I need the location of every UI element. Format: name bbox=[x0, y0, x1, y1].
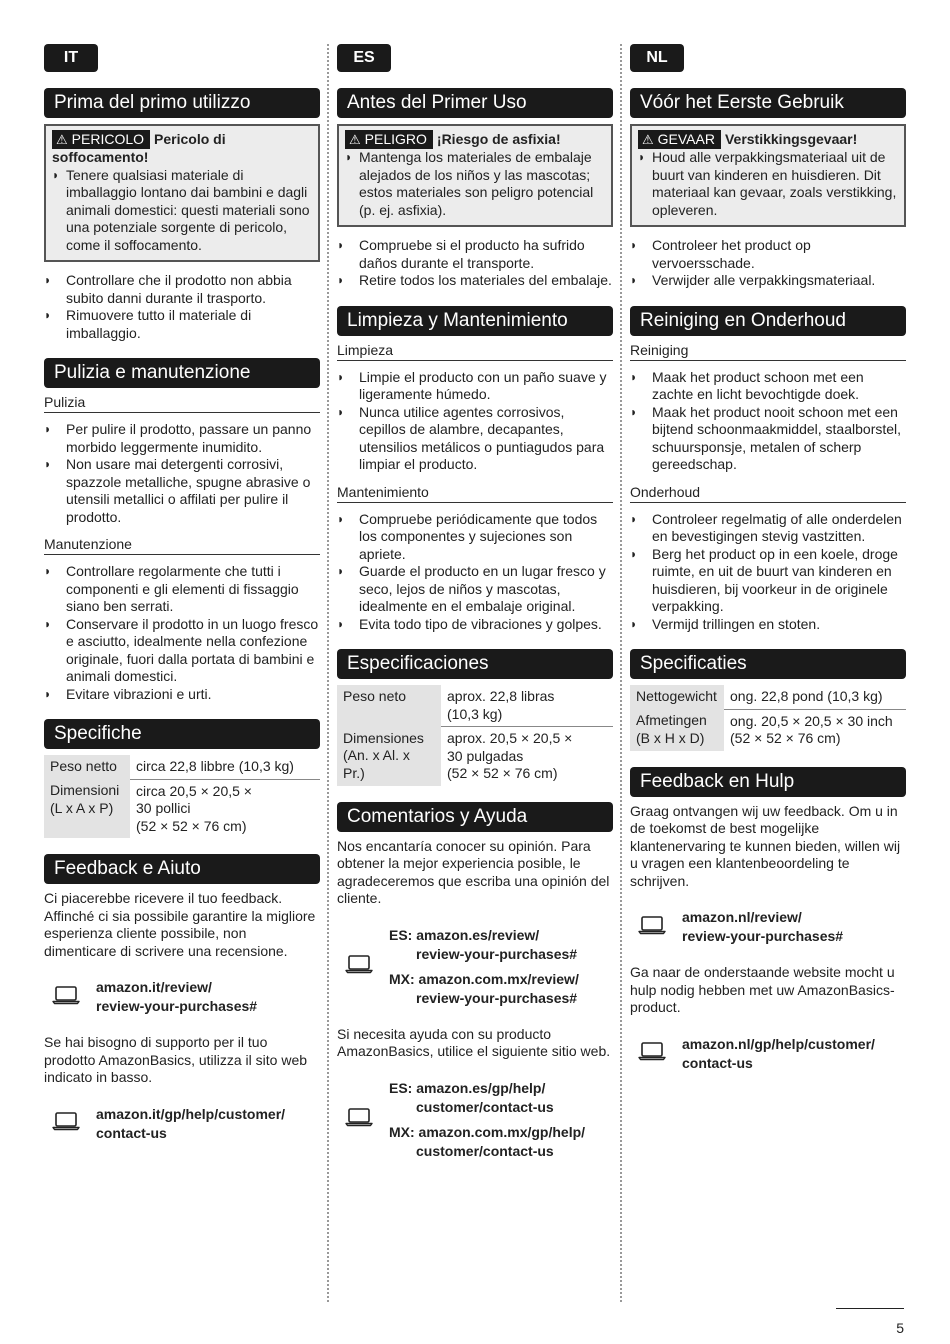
first-use-item-list bbox=[630, 237, 906, 290]
maintenance-item-list bbox=[44, 563, 320, 703]
review-link-line: amazon.it/review/ bbox=[96, 979, 212, 995]
maintenance-item-list bbox=[337, 511, 613, 634]
warning-icon: ⚠ bbox=[349, 132, 361, 147]
spec-key: Peso neto bbox=[337, 685, 441, 727]
review-link-line: review-your-purchases# bbox=[416, 989, 578, 1006]
first-use-item: ◗ Rimuovere tutto il materiale di imballaggio. bbox=[44, 307, 320, 342]
warning-badge-label: PERICOLO bbox=[71, 131, 145, 147]
spec-key: Dimensioni (L x A x P) bbox=[44, 779, 130, 838]
column-es bbox=[337, 44, 613, 1179]
spec-row bbox=[630, 685, 906, 709]
warning-title bbox=[638, 130, 898, 149]
laptop-icon bbox=[52, 985, 82, 1010]
first-use-item-list bbox=[337, 237, 613, 290]
cleaning-item: ◗ Non usare mai detergenti corrosivi, spazzole metalliche, spugne abrasive o utensili metallici o affilati per pulire il prodotto. bbox=[44, 456, 320, 526]
help-link-line: contact-us bbox=[96, 1124, 167, 1141]
review-link-line: MX: amazon.com.mx/review/ bbox=[389, 970, 579, 987]
section-heading-feedback: Feedback en Hulp bbox=[630, 767, 906, 797]
spec-value: aprox. 20,5 × 20,5 × 30 pulgadas (52 × 52 × 76 cm) bbox=[441, 727, 613, 786]
warning-box bbox=[337, 124, 613, 227]
maintenance-item: ◗ Evita todo tipo de vibraciones y golpes. bbox=[337, 616, 613, 634]
subheading-cleaning: Pulizia bbox=[44, 394, 320, 413]
section-heading-first-use: Vóór het Eerste Gebruik bbox=[630, 88, 906, 118]
help-text: Se hai bisogno di supporto per il tuo prodotto AmazonBasics, utilizza il sito web indicato in basso. bbox=[44, 1034, 308, 1085]
spec-value: circa 20,5 × 20,5 × 30 pollici (52 × 52 × 76 cm) bbox=[130, 779, 320, 838]
maintenance-item: ◗ Berg het product op in een koele, droge ruimte, en uit de buurt van kinderen en huisdieren, bij voorkeur in de originele verpakking. bbox=[630, 546, 906, 616]
review-link-line: review-your-purchases# bbox=[96, 998, 258, 1014]
footer-rule bbox=[836, 1308, 904, 1309]
review-link-line: amazon.nl/review/ bbox=[682, 909, 802, 925]
help-text: Ga naar de onderstaande website mocht u hulp nodig hebben met uw AmazonBasics-product. bbox=[630, 964, 895, 1015]
first-use-item: ◗ Controllare che il prodotto non abbia subito danni durante il trasporto. bbox=[44, 272, 320, 307]
section-heading-feedback: Feedback e Aiuto bbox=[44, 854, 320, 884]
warning-title bbox=[52, 130, 312, 167]
review-link-line: review-your-purchases# bbox=[416, 945, 578, 962]
warning-item-list bbox=[638, 149, 898, 219]
warning-icon: ⚠ bbox=[56, 132, 68, 147]
subheading-maintenance: Manutenzione bbox=[44, 536, 320, 555]
warning-item-list bbox=[345, 149, 605, 219]
section-heading-specs: Especificaciones bbox=[337, 649, 613, 679]
cleaning-item-list bbox=[337, 369, 613, 474]
maintenance-item: ◗ Compruebe periódicamente que todos los componentes y sujeciones son apriete. bbox=[337, 511, 613, 564]
warning-box bbox=[44, 124, 320, 262]
laptop-icon bbox=[638, 1041, 668, 1066]
warning-badge-label: GEVAAR bbox=[657, 131, 715, 147]
review-link[interactable] bbox=[638, 908, 906, 946]
help-link-line: amazon.it/gp/help/customer/ bbox=[96, 1105, 286, 1122]
first-use-item: ◗ Controleer het product op vervoersschade. bbox=[630, 237, 906, 272]
first-use-item: ◗ Compruebe si el producto ha sufrido daños durante el transporte. bbox=[337, 237, 613, 272]
feedback-intro: Nos encantaría conocer su opinión. Para obtener la mejor experiencia posible, le agradeceremos que escriba una opinión del cliente. bbox=[337, 837, 610, 906]
first-use-item: ◗ Verwijder alle verpakkingsmateriaal. bbox=[630, 272, 906, 290]
review-link[interactable] bbox=[52, 978, 320, 1016]
section-heading-feedback: Comentarios y Ayuda bbox=[337, 802, 613, 832]
spec-value: circa 22,8 libbre (10,3 kg) bbox=[136, 758, 294, 774]
section-heading-care: Reiniging en Onderhoud bbox=[630, 306, 906, 336]
section-heading-first-use: Prima del primo utilizzo bbox=[44, 88, 320, 118]
cleaning-item: ◗ Maak het product schoon met een zachte en licht bevochtigde doek. bbox=[630, 369, 906, 404]
subheading-maintenance: Onderhoud bbox=[630, 484, 906, 503]
maintenance-item: ◗ Controleer regelmatig of alle onderdelen en bevestigingen stevig vastzitten. bbox=[630, 511, 906, 546]
warning-item-list bbox=[52, 167, 312, 255]
spec-value: ong. 20,5 × 20,5 × 30 inch (52 × 52 × 76 cm) bbox=[724, 709, 906, 751]
cleaning-item: ◗ Nunca utilice agentes corrosivos, cepillos de alambre, decapantes, utensilios metálicos o puntiagudos para limpiar el producto. bbox=[337, 404, 613, 474]
spec-table bbox=[44, 755, 320, 838]
laptop-icon bbox=[345, 954, 375, 979]
section-heading-first-use: Antes del Primer Uso bbox=[337, 88, 613, 118]
spec-row bbox=[337, 685, 613, 727]
spec-key: Dimensiones (An. x Al. x Pr.) bbox=[337, 727, 441, 786]
help-link-line: customer/contact-us bbox=[416, 1142, 554, 1159]
section-heading-care: Limpieza y Mantenimiento bbox=[337, 306, 613, 336]
section-heading-care: Pulizia e manutenzione bbox=[44, 358, 320, 388]
spec-row bbox=[337, 727, 613, 786]
cleaning-item: ◗ Per pulire il prodotto, passare un panno morbido leggermente inumidito. bbox=[44, 421, 320, 456]
maintenance-item: ◗ Vermijd trillingen en stoten. bbox=[630, 616, 906, 634]
subheading-maintenance: Mantenimiento bbox=[337, 484, 613, 503]
help-link-line: amazon.nl/gp/help/customer/ bbox=[682, 1035, 875, 1052]
help-link[interactable] bbox=[638, 1035, 906, 1073]
first-use-item-list bbox=[44, 272, 320, 342]
language-tab: ES bbox=[337, 44, 391, 72]
cleaning-item-list bbox=[630, 369, 906, 474]
first-use-item: ◗ Retire todos los materiales del embalaje. bbox=[337, 272, 613, 290]
spec-value: ong. 22,8 pond (10,3 kg) bbox=[730, 688, 883, 704]
spec-table bbox=[630, 685, 906, 751]
help-link-line: MX: amazon.com.mx/gp/help/ bbox=[389, 1123, 586, 1140]
warning-badge bbox=[638, 130, 721, 149]
laptop-icon bbox=[638, 915, 668, 940]
section-heading-specs: Specifiche bbox=[44, 719, 320, 749]
maintenance-item: ◗ Evitare vibrazioni e urti. bbox=[44, 686, 320, 704]
page-number: 5 bbox=[896, 1320, 904, 1336]
maintenance-item: ◗ Conservare il prodotto in un luogo fresco e asciutto, idealmente nella confezione originale, fuori dalla portata di bambini e animali domestici. bbox=[44, 616, 320, 686]
maintenance-item-list bbox=[630, 511, 906, 634]
column-nl bbox=[630, 44, 906, 1091]
cleaning-item: ◗ Maak het product nooit schoon met een bijtend schoonmaakmiddel, staalborstel, schuursponsje, metalen of scherp gereedschap. bbox=[630, 404, 906, 474]
warning-icon: ⚠ bbox=[642, 132, 654, 147]
language-tab: NL bbox=[630, 44, 684, 72]
column-it bbox=[44, 44, 320, 1161]
help-link[interactable] bbox=[52, 1105, 320, 1143]
warning-box bbox=[630, 124, 906, 227]
section-heading-specs: Specificaties bbox=[630, 649, 906, 679]
help-link-line: customer/contact-us bbox=[416, 1098, 554, 1115]
spec-table bbox=[337, 685, 613, 786]
subheading-cleaning: Reiniging bbox=[630, 342, 906, 361]
help-link-line: contact-us bbox=[682, 1054, 753, 1071]
feedback-intro: Graag ontvangen wij uw feedback. Om u in de toekomst de best mogelijke klantenervaring te kunnen bieden, willen wij u vragen een klantenbeoordeling te schrijven. bbox=[630, 802, 901, 889]
cleaning-item-list bbox=[44, 421, 320, 526]
spec-key: Afmetingen (B x H x D) bbox=[630, 709, 724, 751]
subheading-cleaning: Limpieza bbox=[337, 342, 613, 361]
warning-item: ◗ Houd alle verpakkingsmateriaal uit de buurt van kinderen en huisdieren. Dit materiaal kan gevaar, zoals verstikking, opleveren. bbox=[638, 149, 898, 219]
maintenance-item: ◗ Guarde el producto en un lugar fresco y seco, lejos de niños y mascotas, idealmente en el embalaje original. bbox=[337, 563, 613, 616]
warning-title-text: Verstikkingsgevaar! bbox=[724, 131, 858, 147]
spec-row bbox=[630, 709, 906, 751]
spec-row bbox=[44, 755, 320, 779]
feedback-intro: Ci piacerebbe ricevere il tuo feedback. Affinché ci sia possibile garantire la migliore esperienza cliente possibile, non dimenticare di scrivere una recensione. bbox=[44, 890, 316, 959]
help-link[interactable] bbox=[345, 1079, 613, 1161]
review-link-line: ES: amazon.es/review/ bbox=[389, 926, 540, 943]
warning-title bbox=[345, 130, 605, 149]
spec-value: aprox. 22,8 libras (10,3 kg) bbox=[447, 688, 555, 722]
review-link-line: review-your-purchases# bbox=[682, 928, 844, 944]
warning-title-text: ¡Riesgo de asfixia! bbox=[436, 131, 561, 147]
warning-item: ◗ Tenere qualsiasi materiale di imballaggio lontano dai bambini e dagli animali domestici: questi materiali sono una potenziale sorgente di pericolo, come il soffocamento. bbox=[52, 167, 312, 255]
language-tab: IT bbox=[44, 44, 98, 72]
laptop-icon bbox=[345, 1107, 375, 1132]
spec-row bbox=[44, 779, 320, 838]
spec-key: Peso netto bbox=[44, 755, 130, 779]
warning-badge bbox=[345, 130, 433, 149]
warning-badge-label: PELIGRO bbox=[364, 131, 427, 147]
warning-item: ◗ Mantenga los materiales de embalaje alejados de los niños y las mascotas; estos materiales son peligro potencial (p. ej. asfixia). bbox=[345, 149, 605, 219]
review-link[interactable] bbox=[345, 926, 613, 1008]
help-link-line: ES: amazon.es/gp/help/ bbox=[389, 1079, 546, 1096]
help-text: Si necesita ayuda con su producto AmazonBasics, utilice el siguiente sitio web. bbox=[337, 1025, 611, 1059]
warning-badge bbox=[52, 130, 150, 149]
warning-title-text: Pericolo di soffocamento! bbox=[52, 131, 226, 165]
maintenance-item: ◗ Controllare regolarmente che tutti i componenti e gli elementi di fissaggio siano ben serrati. bbox=[44, 563, 320, 616]
cleaning-item: ◗ Limpie el producto con un paño suave y ligeramente húmedo. bbox=[337, 369, 613, 404]
spec-key: Nettogewicht bbox=[630, 685, 724, 709]
laptop-icon bbox=[52, 1111, 82, 1136]
